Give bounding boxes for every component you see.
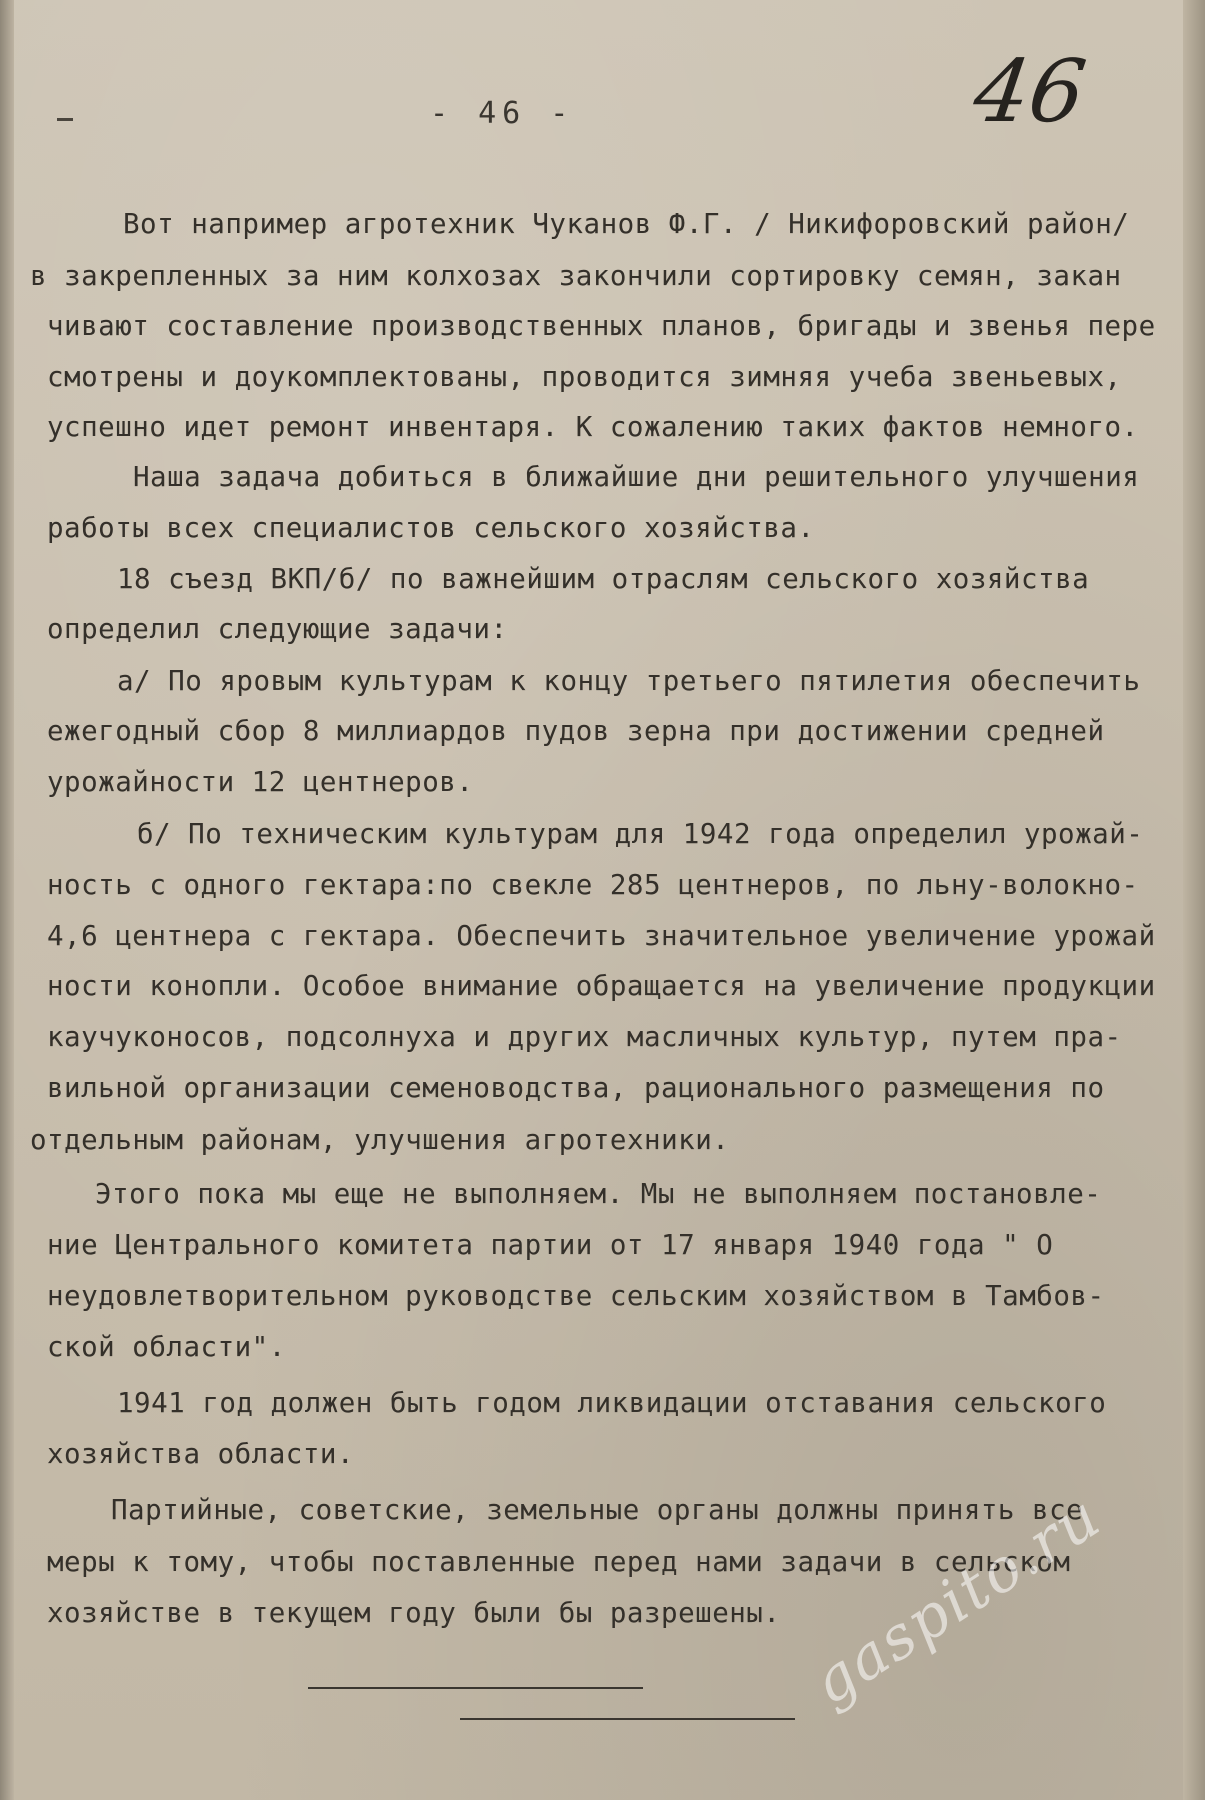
text-line: ние Центрального комитета партии от 17 января 1940 года " О	[47, 1229, 1054, 1261]
page-number: - 46 -	[430, 96, 575, 131]
text-line: меры к тому, чтобы поставленные перед нами задачи в сельском	[47, 1546, 1071, 1578]
text-line: а/ По яровым культурам к концу третьего пятилетия обеспечить	[117, 665, 1141, 697]
text-line: в закрепленных за ним колхозах закончили сортировку семян, закан	[30, 260, 1122, 292]
text-line: смотрены и доукомплектованы, проводится зимняя учеба звеньевых,	[47, 361, 1122, 393]
text-line: ежегодный сбор 8 миллиардов пудов зерна при достижении средней	[47, 715, 1105, 747]
archive-sheet-number: 46	[967, 42, 1092, 142]
text-line: урожайности 12 центнеров.	[47, 766, 474, 798]
text-line: хозяйстве в текущем году были бы разрешены.	[47, 1597, 781, 1629]
margin-tick	[57, 118, 73, 121]
text-line: неудовлетворительном руководстве сельским хозяйством в Тамбов-	[47, 1280, 1105, 1312]
text-line: Вот например агротехник Чуканов Ф.Г. / Никифоровский район/	[123, 208, 1130, 240]
text-line: чивают составление производственных планов, бригады и звенья пере	[47, 310, 1156, 342]
divider-rule	[460, 1718, 795, 1720]
text-line: Этого пока мы еще не выполняем. Мы не выполняем постановле-	[95, 1178, 1102, 1210]
text-line: 1941 год должен быть годом ликвидации отставания сельского	[117, 1387, 1107, 1419]
text-line: определил следующие задачи:	[47, 613, 508, 645]
divider-rule	[308, 1687, 643, 1689]
page-right-edge	[1183, 0, 1205, 1800]
text-line: 4,6 центнера с гектара. Обеспечить значительное увеличение урожай	[47, 920, 1156, 952]
text-line: вильной организации семеноводства, рационального размещения по	[47, 1072, 1105, 1104]
watermark: gaspito.ru	[800, 1481, 1114, 1719]
text-line: 18 съезд ВКП/б/ по важнейшим отраслям сельского хозяйства	[117, 563, 1090, 595]
text-line: каучуконосов, подсолнуха и других масличных культур, путем пра-	[47, 1021, 1122, 1053]
text-line: работы всех специалистов сельского хозяйства.	[47, 512, 815, 544]
text-line: ской области".	[47, 1331, 286, 1363]
text-line: ность с одного гектара:по свекле 285 центнеров, по льну-волокно-	[47, 869, 1139, 901]
text-line: ности конопли. Особое внимание обращается на увеличение продукции	[47, 970, 1156, 1002]
text-line: хозяйства области.	[47, 1438, 355, 1470]
text-line: б/ По техническим культурам для 1942 года определил урожай-	[137, 818, 1144, 850]
page-left-edge	[0, 0, 14, 1800]
text-line: Партийные, советские, земельные органы должны принять все	[111, 1494, 1084, 1526]
text-line: отдельным районам, улучшения агротехники.	[30, 1124, 730, 1156]
text-line: успешно идет ремонт инвентаря. К сожалению таких фактов немного.	[47, 411, 1139, 443]
text-line: Наша задача добиться в ближайшие дни решительного улучшения	[133, 461, 1140, 493]
